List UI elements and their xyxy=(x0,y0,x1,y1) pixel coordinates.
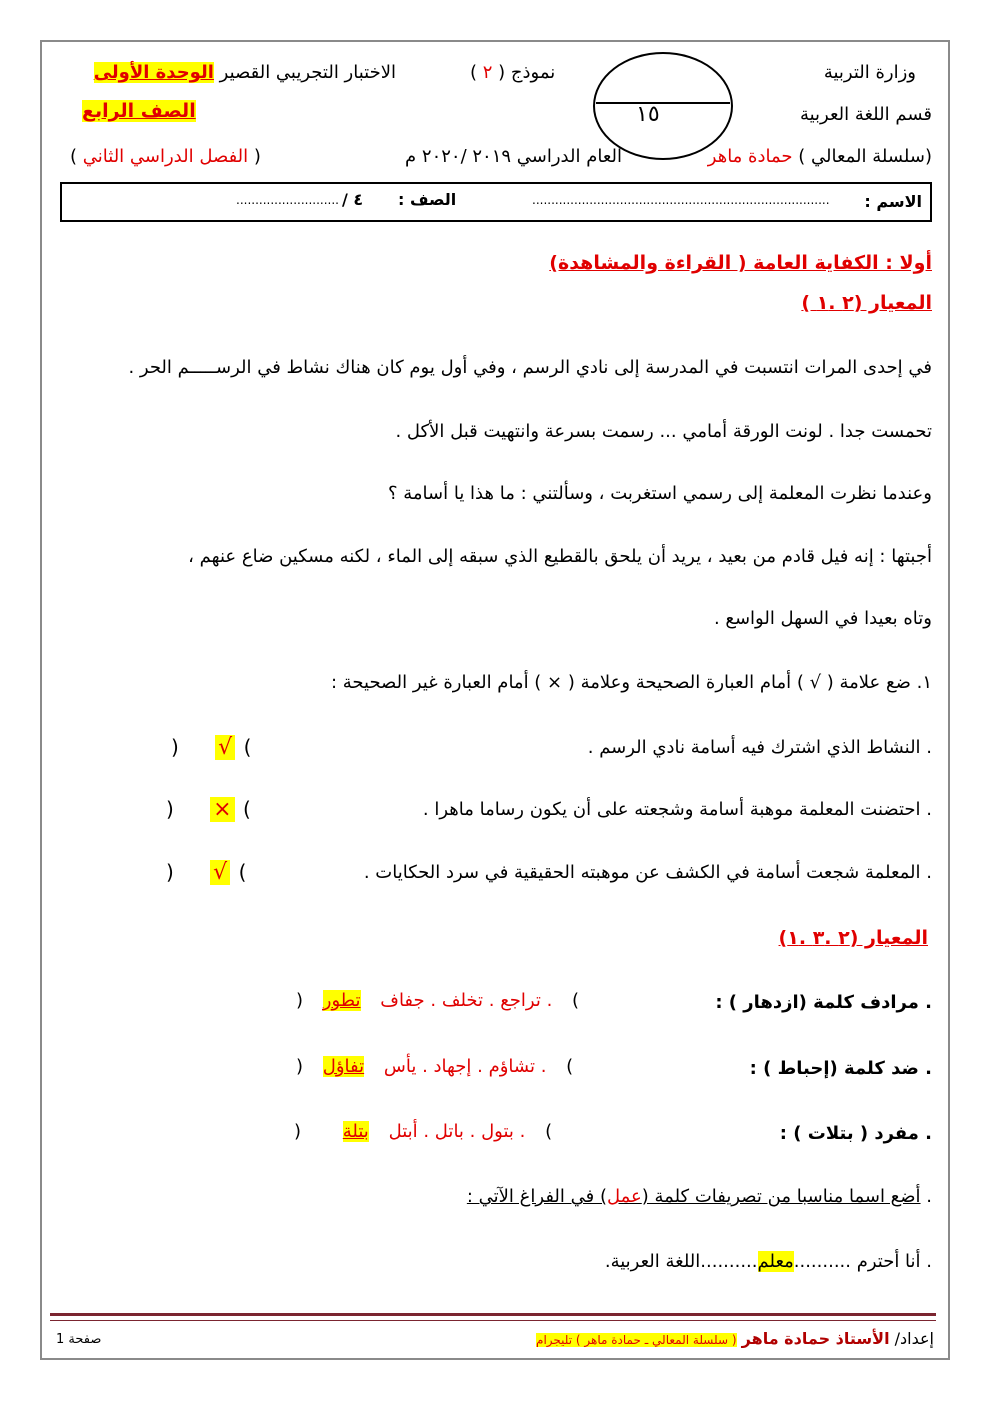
root-word: عمل xyxy=(606,1186,642,1207)
question2-prompt: . أضع اسما مناسبا من تصريفات كلمة (عمل) في الفراغ الآتي : xyxy=(466,1186,932,1207)
series: (سلسلة المعالي ) xyxy=(798,146,932,167)
footer-rule xyxy=(50,1313,936,1316)
question2-sentence: . أنا أحترم ..........معلم..........اللغة العربية. xyxy=(604,1251,932,1272)
score-circle xyxy=(593,52,733,160)
department: قسم اللغة العربية xyxy=(799,104,932,125)
footer-rule-thin xyxy=(50,1320,936,1321)
vocab-answer: تفاؤل xyxy=(322,1056,365,1077)
check-mark-icon: √ xyxy=(215,735,235,760)
exam-title-line xyxy=(94,62,396,83)
academic-year: العام الدراسي ٢٠١٩ /٢٠٢٠ م xyxy=(405,146,622,167)
vocab-label-synonym: . مرادف كلمة (ازدهار ) : xyxy=(715,992,932,1013)
page-border xyxy=(40,40,950,1360)
score-total: ١٥ xyxy=(636,102,660,127)
semester-line: ( الفصل الدراسي الثاني ) xyxy=(70,146,261,167)
series-line xyxy=(708,146,932,167)
class-label: الصف : xyxy=(398,190,457,209)
passage-line: في إحدى المرات انتسبت في المدرسة إلى نادي الرسم ، وفي أول يوم كان هناك نشاط في الرســـــم الحر . xyxy=(128,357,932,378)
passage-line: وتاه بعيدا في السهل الواسع . xyxy=(713,608,932,629)
criterion-1: المعيار (٢ .١ ) xyxy=(801,292,932,314)
vocab-options-singular[interactable]: ) . بتول . باتل . أبتل بتلة ( xyxy=(294,1121,553,1142)
teacher-name: الأستاذ حمادة ماهر xyxy=(741,1329,890,1348)
score-divider xyxy=(596,102,730,104)
name-field[interactable]: .............................................................................. xyxy=(532,193,830,207)
tf-item-1: . النشاط الذي اشترك فيه أسامة نادي الرسم . xyxy=(587,737,932,758)
vocab-label-singular: . مفرد ( بتلات ) : xyxy=(779,1123,932,1144)
author-name: حمادة ماهر xyxy=(707,146,793,167)
tf-item-2: . احتضنت المعلمة موهبة أسامة وشجعته على أن يكون رساما ماهرا . xyxy=(422,799,932,820)
vocab-options-synonym[interactable]: ) . تراجع . تخلف . جفاف تطور ( xyxy=(296,990,580,1011)
model-number: ٢ xyxy=(482,62,493,83)
model-label: نموذج ( ٢ ) xyxy=(470,62,556,83)
vocab-answer: تطور xyxy=(322,990,361,1011)
ministry: وزارة التربية xyxy=(823,62,916,83)
telegram-channel: ( سلسلة المعالي ـ حمادة ماهر ) تليجرام xyxy=(536,1333,737,1347)
criterion-2: المعيار (٢ .٣ .١) xyxy=(778,927,928,949)
passage-line: أجبتها : إنه فيل قادم من بعيد ، يريد أن يلحق بالقطيع الذي سبقه إلى الماء ، لكنه مسكين ضاع عنهم ، xyxy=(188,546,932,567)
class-field[interactable]: ........................... xyxy=(236,193,339,207)
tf-item-3: . المعلمة شجعت أسامة في الكشف عن موهبته الحقيقية في سرد الحكايات . xyxy=(363,862,932,883)
footer-credit: إعداد/ الأستاذ حمادة ماهر ( سلسلة المعالي ـ حمادة ماهر ) تليجرام xyxy=(536,1329,934,1348)
unit-title: الوحدة الأولى xyxy=(93,62,214,83)
exam-title: الاختبار التجريبي القصير xyxy=(219,62,396,83)
vocab-answer: بتلة xyxy=(342,1121,369,1142)
tf-answer-2[interactable]: ) × ( xyxy=(166,797,251,822)
passage-line: تحمست جدا . لونت الورقة أمامي ... رسمت بسرعة وانتهيت قبل الأكل . xyxy=(395,421,932,442)
semester: الفصل الدراسي الثاني xyxy=(82,146,249,167)
check-mark-icon: √ xyxy=(210,860,230,885)
tf-answer-3[interactable]: ) √ ( xyxy=(166,860,247,885)
page-number: صفحة 1 xyxy=(56,1332,102,1347)
class-value: ٤ / xyxy=(342,190,364,209)
passage-line: وعندما نظرت المعلمة إلى رسمي استغربت ، وسألتني : ما هذا يا أسامة ؟ xyxy=(387,483,932,504)
grade-title: الصف الرابع xyxy=(82,100,196,122)
question1-prompt: ١. ضع علامة ( √ ) أمام العبارة الصحيحة وعلامة ( × ) أمام العبارة غير الصحيحة : xyxy=(330,672,932,693)
vocab-options-antonym[interactable]: ) . تشاؤم . إجهاد . يأس تفاؤل ( xyxy=(296,1056,574,1077)
name-label: الاسم : xyxy=(864,192,922,211)
section-title: أولا : الكفاية العامة ( القراءة والمشاهدة) xyxy=(549,252,932,274)
tf-answer-1[interactable]: ) √ ( xyxy=(171,735,252,760)
vocab-label-antonym: . ضد كلمة (إحباط ) : xyxy=(749,1058,932,1079)
cross-mark-icon: × xyxy=(210,797,234,822)
fill-answer[interactable]: معلم xyxy=(757,1251,794,1272)
